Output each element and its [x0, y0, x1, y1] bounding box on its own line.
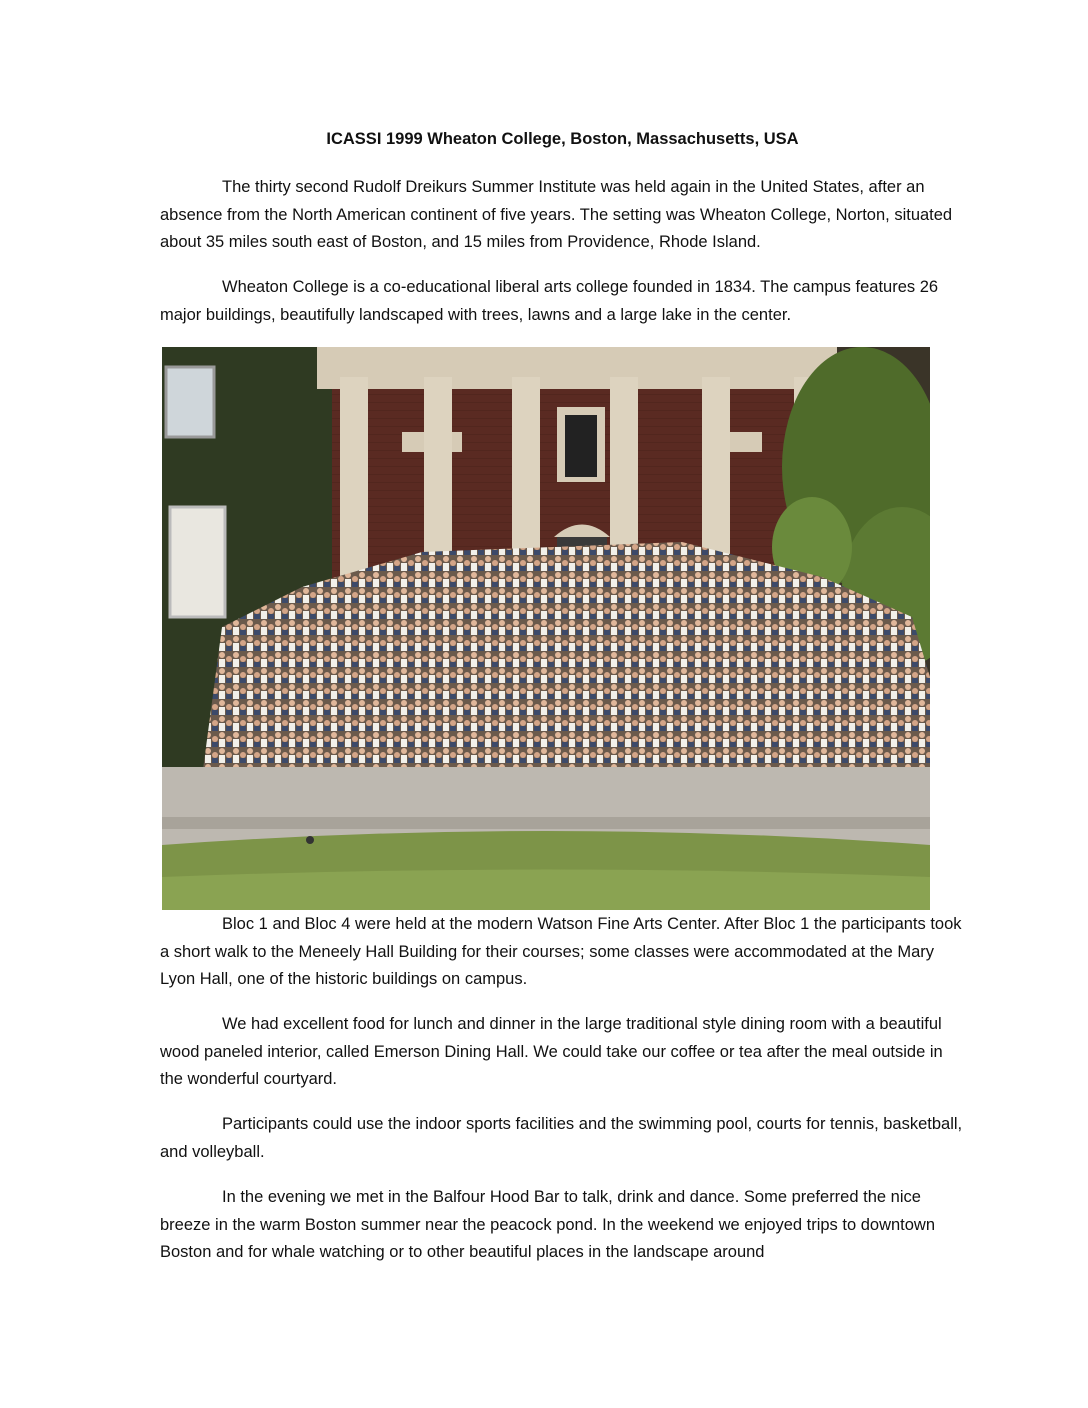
left-window — [170, 507, 225, 617]
paragraph-campus: Wheaton College is a co-educational liberal arts college founded in 1834. The campus features 26 major buildings, beautifully landscaped with trees, lawns and a large lake in the center. — [160, 278, 939, 324]
paragraph-intro: The thirty second Rudolf Dreikurs Summer Institute was held again in the United States, after an absence from the North American continent of five years. The setting was Wheaton College, Norton, situated about 35 miles south east of Boston, and 15 miles from Providence, Rhode Island. — [160, 178, 953, 251]
group-photo — [162, 347, 930, 910]
paragraph-evening: In the evening we met in the Balfour Hood Bar to talk, drink and dance. Some preferred the nice breeze in the warm Boston summer near the peacock pond. In the weekend we enjoyed trips to downtown Boston and for whale watching or to other beautiful places in the landscape around — [160, 1188, 936, 1261]
paragraph-dining: We had excellent food for lunch and dinner in the large traditional style dining room with a beautiful wood paneled interior, called Emerson Dining Hall. We could take our coffee or tea after the meal outside in the wonderful courtyard. — [160, 1015, 943, 1088]
paragraph-blocs: Bloc 1 and Bloc 4 were held at the modern Watson Fine Arts Center. After Bloc 1 the participants took a short walk to the Meneely Hall Building for their courses; some classes were accommodated at the Mary Lyon Hall, one of the historic buildings on campus. — [160, 915, 962, 988]
portico-entablature — [317, 347, 837, 389]
document-title: ICASSI 1999 Wheaton College, Boston, Massachusetts, USA — [326, 130, 799, 148]
paragraph-sports: Participants could use the indoor sports facilities and the swimming pool, courts for tennis, basketball, and volleyball. — [160, 1115, 963, 1161]
